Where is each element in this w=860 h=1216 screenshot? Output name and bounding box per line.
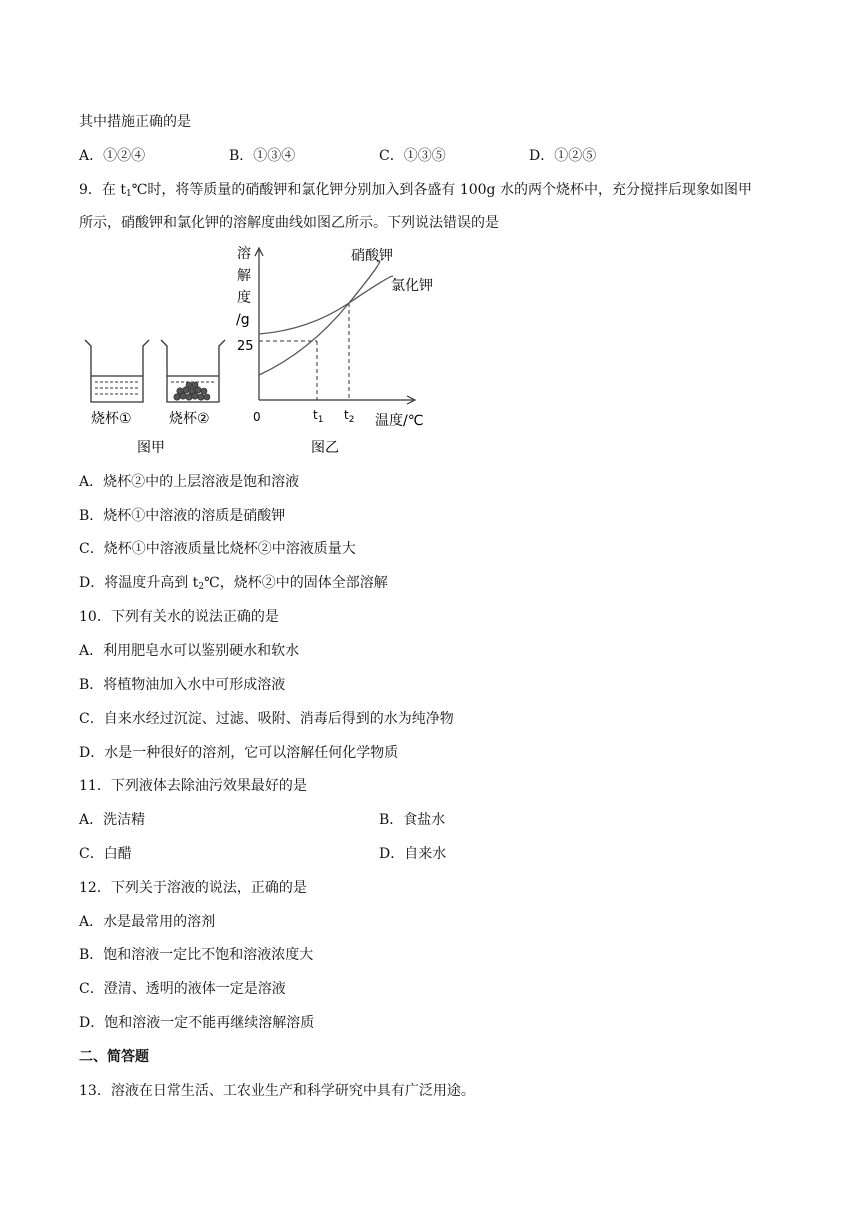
q8-option-c: C．①③⑤ (379, 148, 446, 164)
svg-text:溶: 溶 (237, 246, 251, 262)
curve-kcl (259, 276, 393, 334)
q9-figure-svg (79, 240, 439, 460)
q8-option-d: D．①②⑤ (529, 148, 597, 164)
y-axis-label (236, 245, 251, 328)
x-tick-t1: $t_1$ (313, 408, 324, 425)
q12-option-c: C．澄清、透明的液体一定是溶液 (79, 981, 286, 997)
y-tick-25: 25 (237, 339, 254, 354)
graph-axes (255, 248, 415, 404)
beaker-2-label: 烧杯② (169, 411, 210, 427)
q12-option-b: B．饱和溶液一定比不饱和溶液浓度大 (79, 947, 314, 963)
q10-stem: 10．下列有关水的说法正确的是 (79, 609, 279, 625)
q10-option-a: A．利用肥皂水可以鉴别硬水和软水 (79, 643, 300, 659)
beaker-1 (85, 340, 149, 402)
curve-kno3-label: 硝酸钾 (351, 248, 393, 264)
x-axis-label: 温度/℃ (375, 413, 424, 429)
q10-option-d: D．水是一种很好的溶剂，它可以溶解任何化学物质 (79, 745, 399, 761)
q9-option-b: B．烧杯①中溶液的溶质是硝酸钾 (79, 508, 286, 524)
figure-a-caption: 图甲 (137, 440, 165, 456)
q13-stem: 13．溶液在日常生活、工农业生产和科学研究中具有广泛用途。 (79, 1083, 475, 1099)
origin-label: 0 (253, 410, 261, 424)
q8-stem-tail: 其中措施正确的是 (79, 114, 191, 130)
q10-option-c: C．自来水经过沉淀、过滤、吸附、消毒后得到的水为纯净物 (79, 711, 454, 727)
svg-text:解: 解 (237, 268, 251, 284)
q9-figure (79, 240, 439, 460)
q9-stem-line2: 所示，硝酸钾和氯化钾的溶解度曲线如图乙所示。下列说法错误的是 (79, 215, 499, 231)
q11-option-a: A．洗洁精 (79, 812, 146, 828)
section-2-title: 二、简答题 (79, 1049, 149, 1065)
beaker-1-label: 烧杯① (91, 411, 132, 427)
svg-text:/g: /g (236, 312, 250, 328)
beaker-2-solid (174, 382, 210, 400)
figure-b-caption: 图乙 (311, 440, 339, 456)
q9-stem-line1: 9．在 $t_1℃$时，将等质量的硝酸钾和氯化钾分别加入到各盛有 100g 水的两个烧杯中，充分搅拌后现象如图甲 (79, 182, 752, 199)
svg-text:度: 度 (237, 290, 251, 306)
q12-option-d: D．饱和溶液一定不能再继续溶解溶质 (79, 1015, 315, 1031)
q9-option-c: C．烧杯①中溶液质量比烧杯②中溶液质量大 (79, 541, 356, 557)
q11-option-c: C．白醋 (79, 846, 132, 862)
q9-option-a: A．烧杯②中的上层溶液是饱和溶液 (79, 474, 300, 490)
q12-option-a: A．水是最常用的溶剂 (79, 914, 216, 930)
q12-stem: 12．下列关于溶液的说法，正确的是 (79, 880, 307, 896)
q8-option-a: A．①②④ (79, 148, 146, 164)
x-tick-t2: $t_2$ (344, 408, 355, 425)
q11-stem: 11．下列液体去除油污效果最好的是 (79, 778, 307, 794)
q9-option-d: D．将温度升高到 $t_2℃$，烧杯②中的固体全部溶解 (79, 575, 388, 592)
curve-kno3 (259, 261, 380, 375)
q11-option-d: D．自来水 (379, 846, 447, 862)
q11-option-b: B．食盐水 (379, 812, 446, 828)
curve-kcl-label: 氯化钾 (391, 278, 433, 294)
q8-option-b: B．①③④ (229, 148, 296, 164)
q10-option-b: B．将植物油加入水中可形成溶液 (79, 677, 286, 693)
